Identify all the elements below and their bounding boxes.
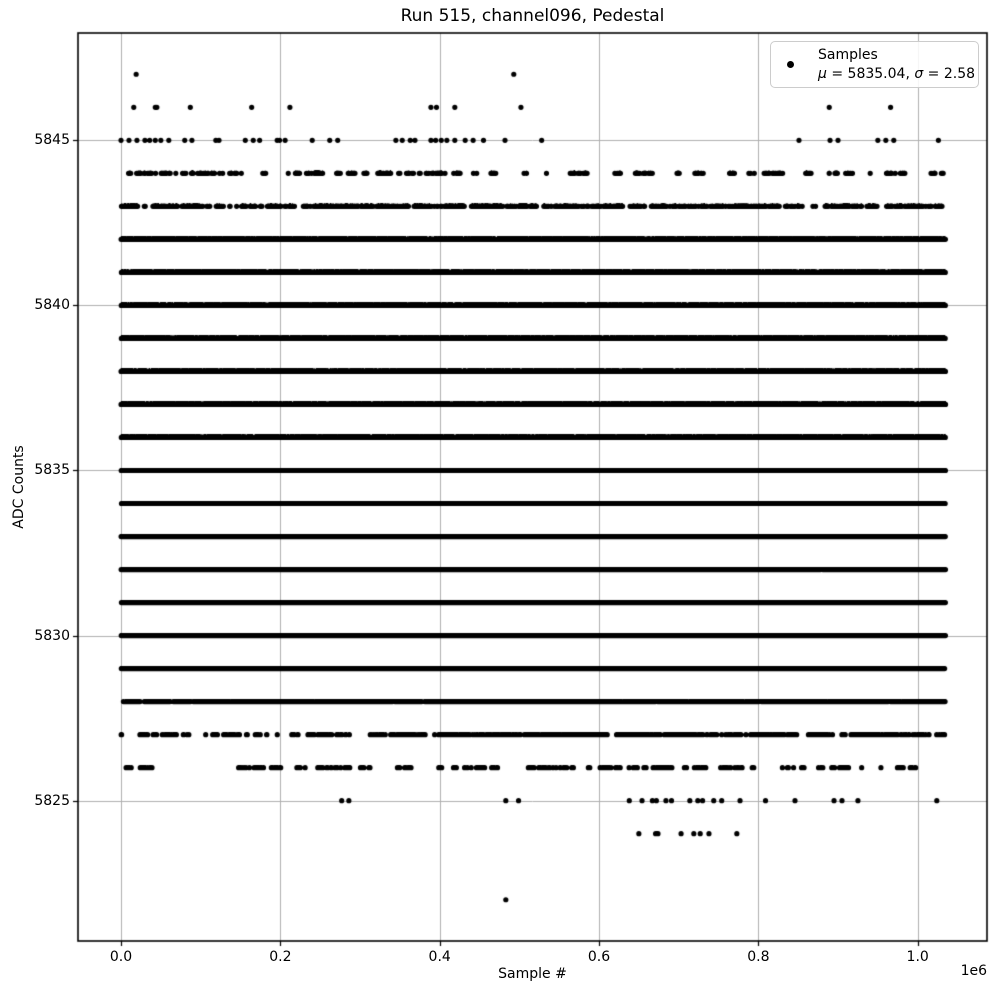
y-tick-label: 5825 [34,792,70,809]
x-tick-label: 0.2 [269,949,292,965]
y-tick-label: 5830 [34,627,70,644]
x-tick-label: 1.0 [906,949,929,965]
legend-label-samples: Samples [818,46,878,63]
y-tick-label: 5835 [34,462,70,479]
chart-title: Run 515, channel096, Pedestal [400,6,665,26]
x-tick-label: 0.4 [428,949,451,965]
x-tick-label: 0.6 [587,949,611,965]
y-tick-label: 5840 [34,297,70,314]
x-tick-label: 0.0 [109,949,133,965]
y-axis-label: ADC Counts [11,445,27,529]
legend-label-stats: μ = 5835.04, σ = 2.58 [818,65,976,82]
legend-marker-dot-icon [787,61,794,68]
x-axis-label: Sample # [498,966,567,982]
legend-text [818,46,975,84]
legend [770,41,979,88]
y-tick-label: 5845 [34,132,70,149]
x-tick-label: 0.8 [747,949,770,965]
x-axis-offset-text: 1e6 [960,963,987,979]
